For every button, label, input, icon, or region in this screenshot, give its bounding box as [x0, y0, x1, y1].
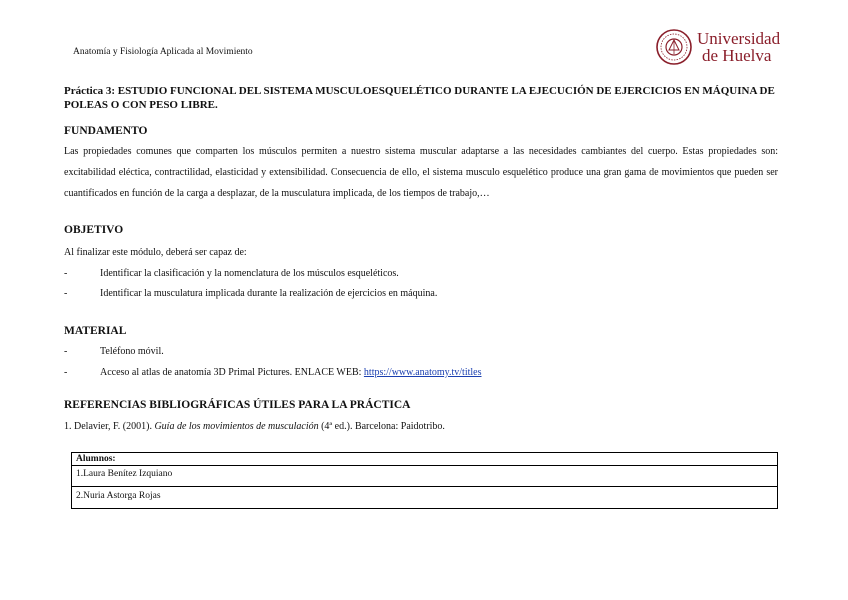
list-dash: - — [64, 288, 68, 299]
university-name-line2: de Huelva — [702, 46, 772, 65]
reference-suffix: (4ª ed.). Barcelona: Paidotribo. — [321, 421, 445, 432]
anatomy-atlas-link[interactable]: https://www.anatomy.tv/titles — [363, 367, 482, 378]
material-item-content — [100, 367, 482, 378]
reference-prefix: 1. Delavier, F. (2001). — [64, 421, 152, 432]
practice-label: Práctica 3: — [64, 85, 115, 97]
list-dash: - — [64, 268, 68, 279]
practice-title — [64, 84, 778, 112]
objetivo-item-text: Identificar la musculatura implicada durante la realización de ejercicios en máquina. — [100, 288, 438, 299]
university-seal-icon — [655, 28, 693, 66]
university-logo — [655, 28, 781, 72]
objetivo-intro: Al finalizar este módulo, deberá ser capaz de: — [64, 247, 247, 258]
students-table — [71, 452, 778, 509]
course-name: Anatomía y Fisiología Aplicada al Movimiento — [73, 47, 253, 57]
material-item-text: Acceso al atlas de anatomía 3D Primal Pictures. ENLACE WEB: — [100, 367, 362, 378]
fundamento-heading: FUNDAMENTO — [64, 125, 148, 137]
list-dash: - — [64, 367, 68, 378]
reference-book-title: Guía de los movimientos de musculación — [154, 421, 319, 432]
referencias-heading: REFERENCIAS BIBLIOGRÁFICAS ÚTILES PARA LA PRÁCTICA — [64, 399, 411, 411]
practice-title-text: ESTUDIO FUNCIONAL DEL SISTEMA MUSCULOESQUELÉTICO DURANTE LA EJECUCIÓN DE EJERCICIOS EN MÁQUINA DE POLEAS O CON PESO LIBRE. — [64, 85, 775, 111]
table-row: 2.Nuria Astorga Rojas — [72, 486, 777, 508]
fundamento-text: Las propiedades comunes que comparten los músculos permiten a nuestro sistema muscular adaptarse a las necesidades cambiantes del cuerpo. Estas propiedades son: excitabilidad eléctica, contractilidad, elasticidad y extensibilidad. Consecuencia de ello, el sistema musculo esquelético produce una gran gama de movimientos que pueden ser cuantificados en función de la carga a desplazar, de la musculatura implicada, de los tiempos de trabajo,… — [64, 146, 778, 199]
objetivo-item-text: Identificar la clasificación y la nomenclatura de los músculos esqueléticos. — [100, 268, 399, 279]
students-table-header: Alumnos: — [76, 454, 116, 464]
material-heading: MATERIAL — [64, 325, 127, 337]
university-name-line1: Universidad — [697, 29, 781, 48]
university-name — [697, 30, 780, 64]
material-item-text: Teléfono móvil. — [100, 346, 164, 357]
reference-entry — [64, 421, 445, 432]
objetivo-heading: OBJETIVO — [64, 224, 124, 236]
table-row: 1.Laura Benítez Izquiano — [72, 465, 777, 486]
list-dash: - — [64, 346, 68, 357]
